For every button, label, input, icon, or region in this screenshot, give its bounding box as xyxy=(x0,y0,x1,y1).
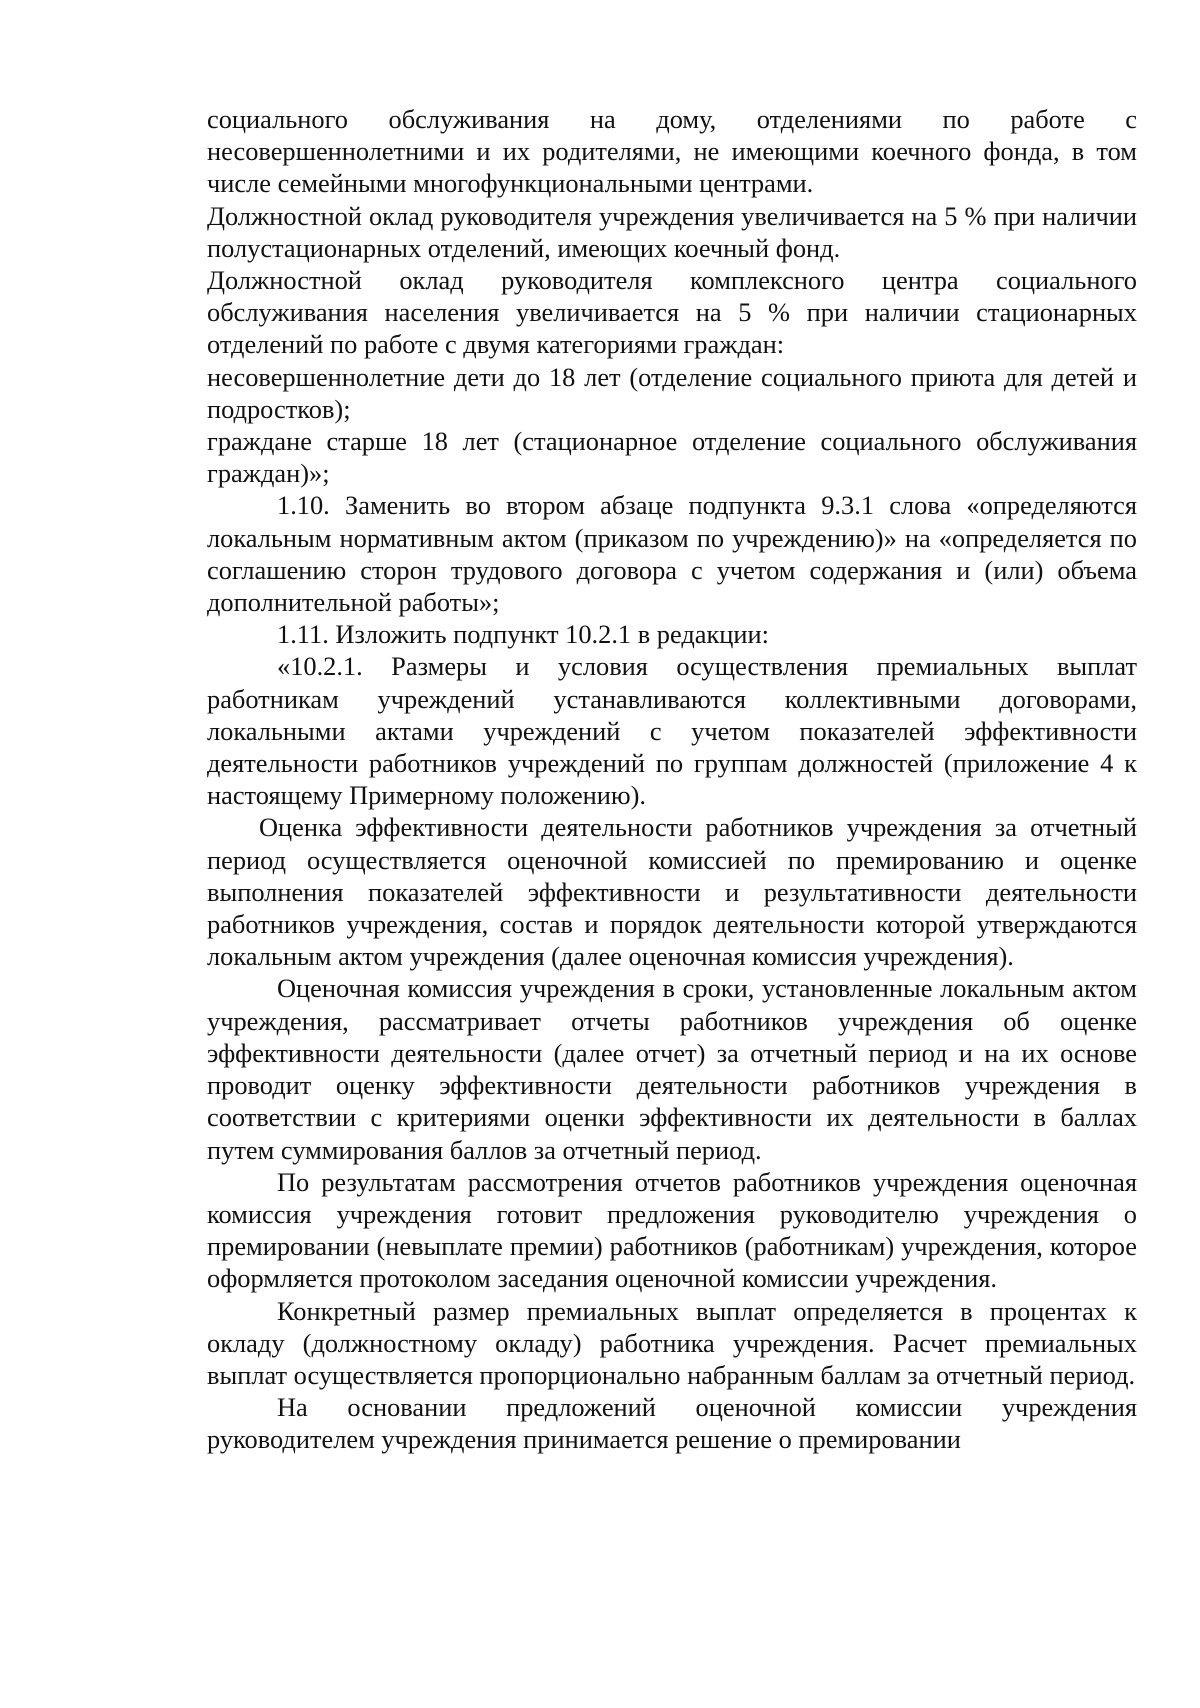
paragraph-item-1-10: 1.10. Заменить во втором абзаце подпункта 9.3.1 слова «определяются локальным нормативным актом (приказом по учреждению)» на «определяется по соглашению сторон трудового договора с учетом содержания и (или) объема дополнительной работы»; xyxy=(207,490,1137,618)
paragraph-social-service-units: социального обслуживания на дому, отделениями по работе с несовершеннолетними и их родителями, не имеющими коечного фонда, в том числе семейными многофункциональными центрами. xyxy=(207,104,1137,199)
paragraph-performance-evaluation: Оценка эффективности деятельности работников учреждения за отчетный период осуществляется оценочной комиссией по премированию и оценке выполнения показателей эффективности и результативности деятельности работников учреждения, состав и порядок деятельности которой утверждаются локальным актом учреждения (далее оценочная комиссия учреждения). xyxy=(207,812,1137,972)
document-body xyxy=(207,103,1137,1456)
paragraph-clause-10-2-1: «10.2.1. Размеры и условия осуществления премиальных выплат работникам учреждений устанавливаются коллективными договорами, локальными актами учреждений с учетом показателей эффективности деятельности работников учреждений по группам должностей (приложение 4 к настоящему Примерному положению). xyxy=(207,651,1137,811)
paragraph-bonus-decision: На основании предложений оценочной комиссии учреждения руководителем учреждения принимается решение о премировании xyxy=(207,1392,1137,1455)
paragraph-salary-complex-center: Должностной оклад руководителя комплексного центра социального обслуживания населения увеличивается на 5 % при наличии стационарных отделений по работе с двумя категориями граждан: xyxy=(207,265,1137,360)
paragraph-commission-review: Оценочная комиссия учреждения в сроки, установленные локальным актом учреждения, рассматривает отчеты работников учреждения об оценке эффективности деятельности (далее отчет) за отчетный период и на их основе проводит оценку эффективности деятельности работников учреждения в соответствии с критериями оценки эффективности их деятельности в баллах путем суммирования баллов за отчетный период. xyxy=(207,973,1137,1165)
paragraph-category-minors: несовершеннолетние дети до 18 лет (отделение социального приюта для детей и подростков); xyxy=(207,361,1137,424)
paragraph-salary-semi-stationary: Должностной оклад руководителя учреждения увеличивается на 5 % при наличии полустационарных отделений, имеющих коечный фонд. xyxy=(207,200,1137,263)
paragraph-bonus-amount: Конкретный размер премиальных выплат определяется в процентах к окладу (должностному окладу) работника учреждения. Расчет премиальных выплат осуществляется пропорционально набранным баллам за отчетный период. xyxy=(207,1295,1137,1390)
paragraph-item-1-11: 1.11. Изложить подпункт 10.2.1 в редакции: xyxy=(277,619,770,650)
paragraph-commission-proposals: По результатам рассмотрения отчетов работников учреждения оценочная комиссия учреждения готовит предложения руководителю учреждения о премировании (невыплате премии) работников (работникам) учреждения, которое оформляется протоколом заседания оценочной комиссии учреждения. xyxy=(207,1166,1137,1294)
paragraph-category-adults: граждане старше 18 лет (стационарное отделение социального обслуживания граждан)»; xyxy=(207,426,1137,489)
